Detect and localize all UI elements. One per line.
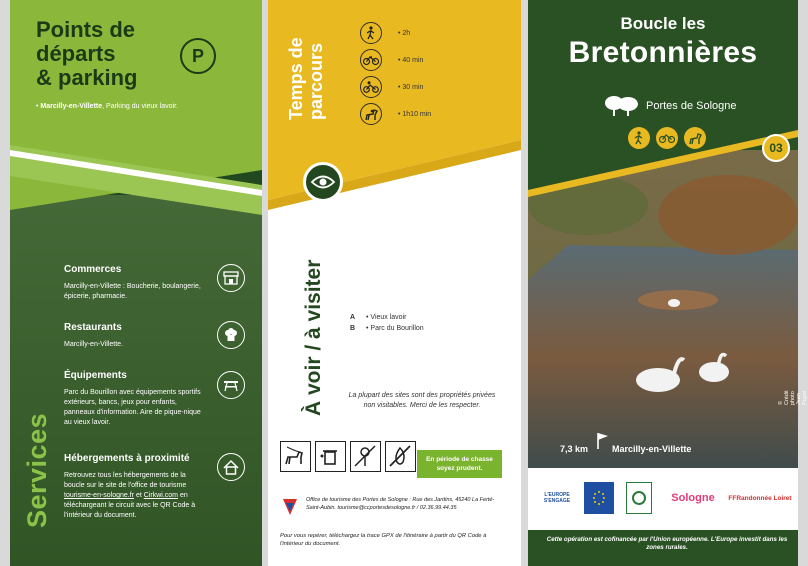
list-item: B • Parc du Bourillon	[350, 325, 424, 332]
tourist-office-logo	[280, 497, 300, 517]
eu-funding-note: Cette opération est cofinancée par l'Union européenne. L'Europe investit dans les zones rurales.	[546, 536, 788, 551]
walker-icon	[360, 22, 382, 44]
cirkwi-link[interactable]: Cirkwi.com	[143, 492, 178, 499]
activity-icons	[628, 127, 706, 149]
photo-credit: © Crédit photo Jean Puyot	[778, 390, 808, 405]
loop-number-badge: 03	[762, 134, 790, 162]
horse-icon	[684, 127, 706, 149]
parking-icon: P	[180, 38, 216, 74]
dog-leash-icon	[280, 441, 311, 472]
bicycle-icon	[360, 49, 382, 71]
time-title: Temps de parcours	[286, 37, 326, 120]
rules-pictograms	[280, 441, 416, 472]
destination: Marcilly-en-Villette	[612, 444, 692, 454]
eye-icon	[303, 162, 343, 202]
hunting-notice: En période de chasse soyez prudent.	[417, 450, 502, 478]
flower-protect-icon	[350, 441, 381, 472]
panel-services	[10, 0, 262, 566]
private-note: La plupart des sites sont des propriétés privées non visitables. Merci de les respecter.	[348, 392, 496, 409]
services-label: Services	[22, 412, 52, 528]
leader-logo	[626, 482, 652, 514]
site-list	[350, 312, 424, 334]
sologne-logo: Sologne	[671, 492, 715, 504]
tree-logo-icon	[602, 95, 642, 117]
time-horse: • 1h10 min	[360, 102, 431, 126]
list-item: A • Vieux lavoir	[350, 314, 407, 321]
ffrandonnee-logo: FFRandonnée Loiret	[728, 494, 792, 502]
chef-hat-icon	[217, 321, 245, 349]
walker-icon	[628, 127, 650, 149]
distance: 7,3 km	[560, 444, 589, 454]
bicycle-icon	[656, 127, 678, 149]
time-bike: • 40 min	[360, 48, 423, 72]
shop-icon	[217, 264, 245, 292]
picnic-table-icon	[217, 371, 245, 399]
time-walk: • 2h	[360, 21, 410, 45]
section-hebergements: Hébergements à proximité Retrouvez tous les hébergements de la boucle sur le site de l'office de tourisme tourisme-en-sologne.fr et Cirkwi.com en téléchargeant le circuit avec le QR Code à l'intérieur du document.	[64, 453, 196, 519]
partner-logos	[528, 468, 798, 530]
panel-parcours	[268, 0, 521, 566]
horse-icon	[360, 103, 382, 125]
section-restaurants: Restaurants Marcilly-en-Villette.	[64, 322, 123, 348]
europe-engage-logo: L'EUROPE S'ENGAGE	[543, 492, 571, 504]
trash-bin-icon	[315, 441, 346, 472]
loop-subtitle: Boucle les	[620, 14, 706, 33]
mountain-bike-icon	[360, 76, 382, 98]
section-commerces: Commerces Marcilly-en-Villette : Boucherie, boulangerie, épicerie, pharmacie.	[64, 264, 201, 300]
panel-title: Points de départs & parking	[36, 17, 138, 90]
house-icon	[217, 453, 245, 481]
panel-cover	[528, 0, 808, 566]
flag-icon	[596, 432, 610, 450]
no-fire-icon	[385, 441, 416, 472]
start-point: • Marcilly-en-Villette, Parking du vieux lavoir.	[36, 103, 179, 110]
loop-title: Bretonnières	[568, 36, 758, 69]
time-mtb: • 30 min	[360, 75, 423, 99]
section-equipements: Équipements Parc du Bourillon avec équipements sportifs extérieurs, bancs, jeux pour enfants, panneaux d'information. Aire de pique-nique au vieux lavoir.	[64, 370, 201, 426]
eu-flag-logo	[584, 482, 614, 514]
tourisme-link[interactable]: tourisme-en-sologne.fr	[64, 492, 135, 499]
brand-logo: Portes de Sologne	[602, 95, 737, 117]
see-visit-title: À voir / à visiter	[302, 259, 325, 416]
tourist-office: Office de tourisme des Portes de Sologne : Rue des Jardins, 45240 La Ferté-Saint-Aubin. tourisme@ccportesdesologne.fr / 02.36.99.44.35	[280, 497, 506, 517]
gpx-note: Pour vous repérer, téléchargez la trace GPX de l'itinéraire à partir du QR Code à l'intérieur du document.	[280, 533, 487, 547]
